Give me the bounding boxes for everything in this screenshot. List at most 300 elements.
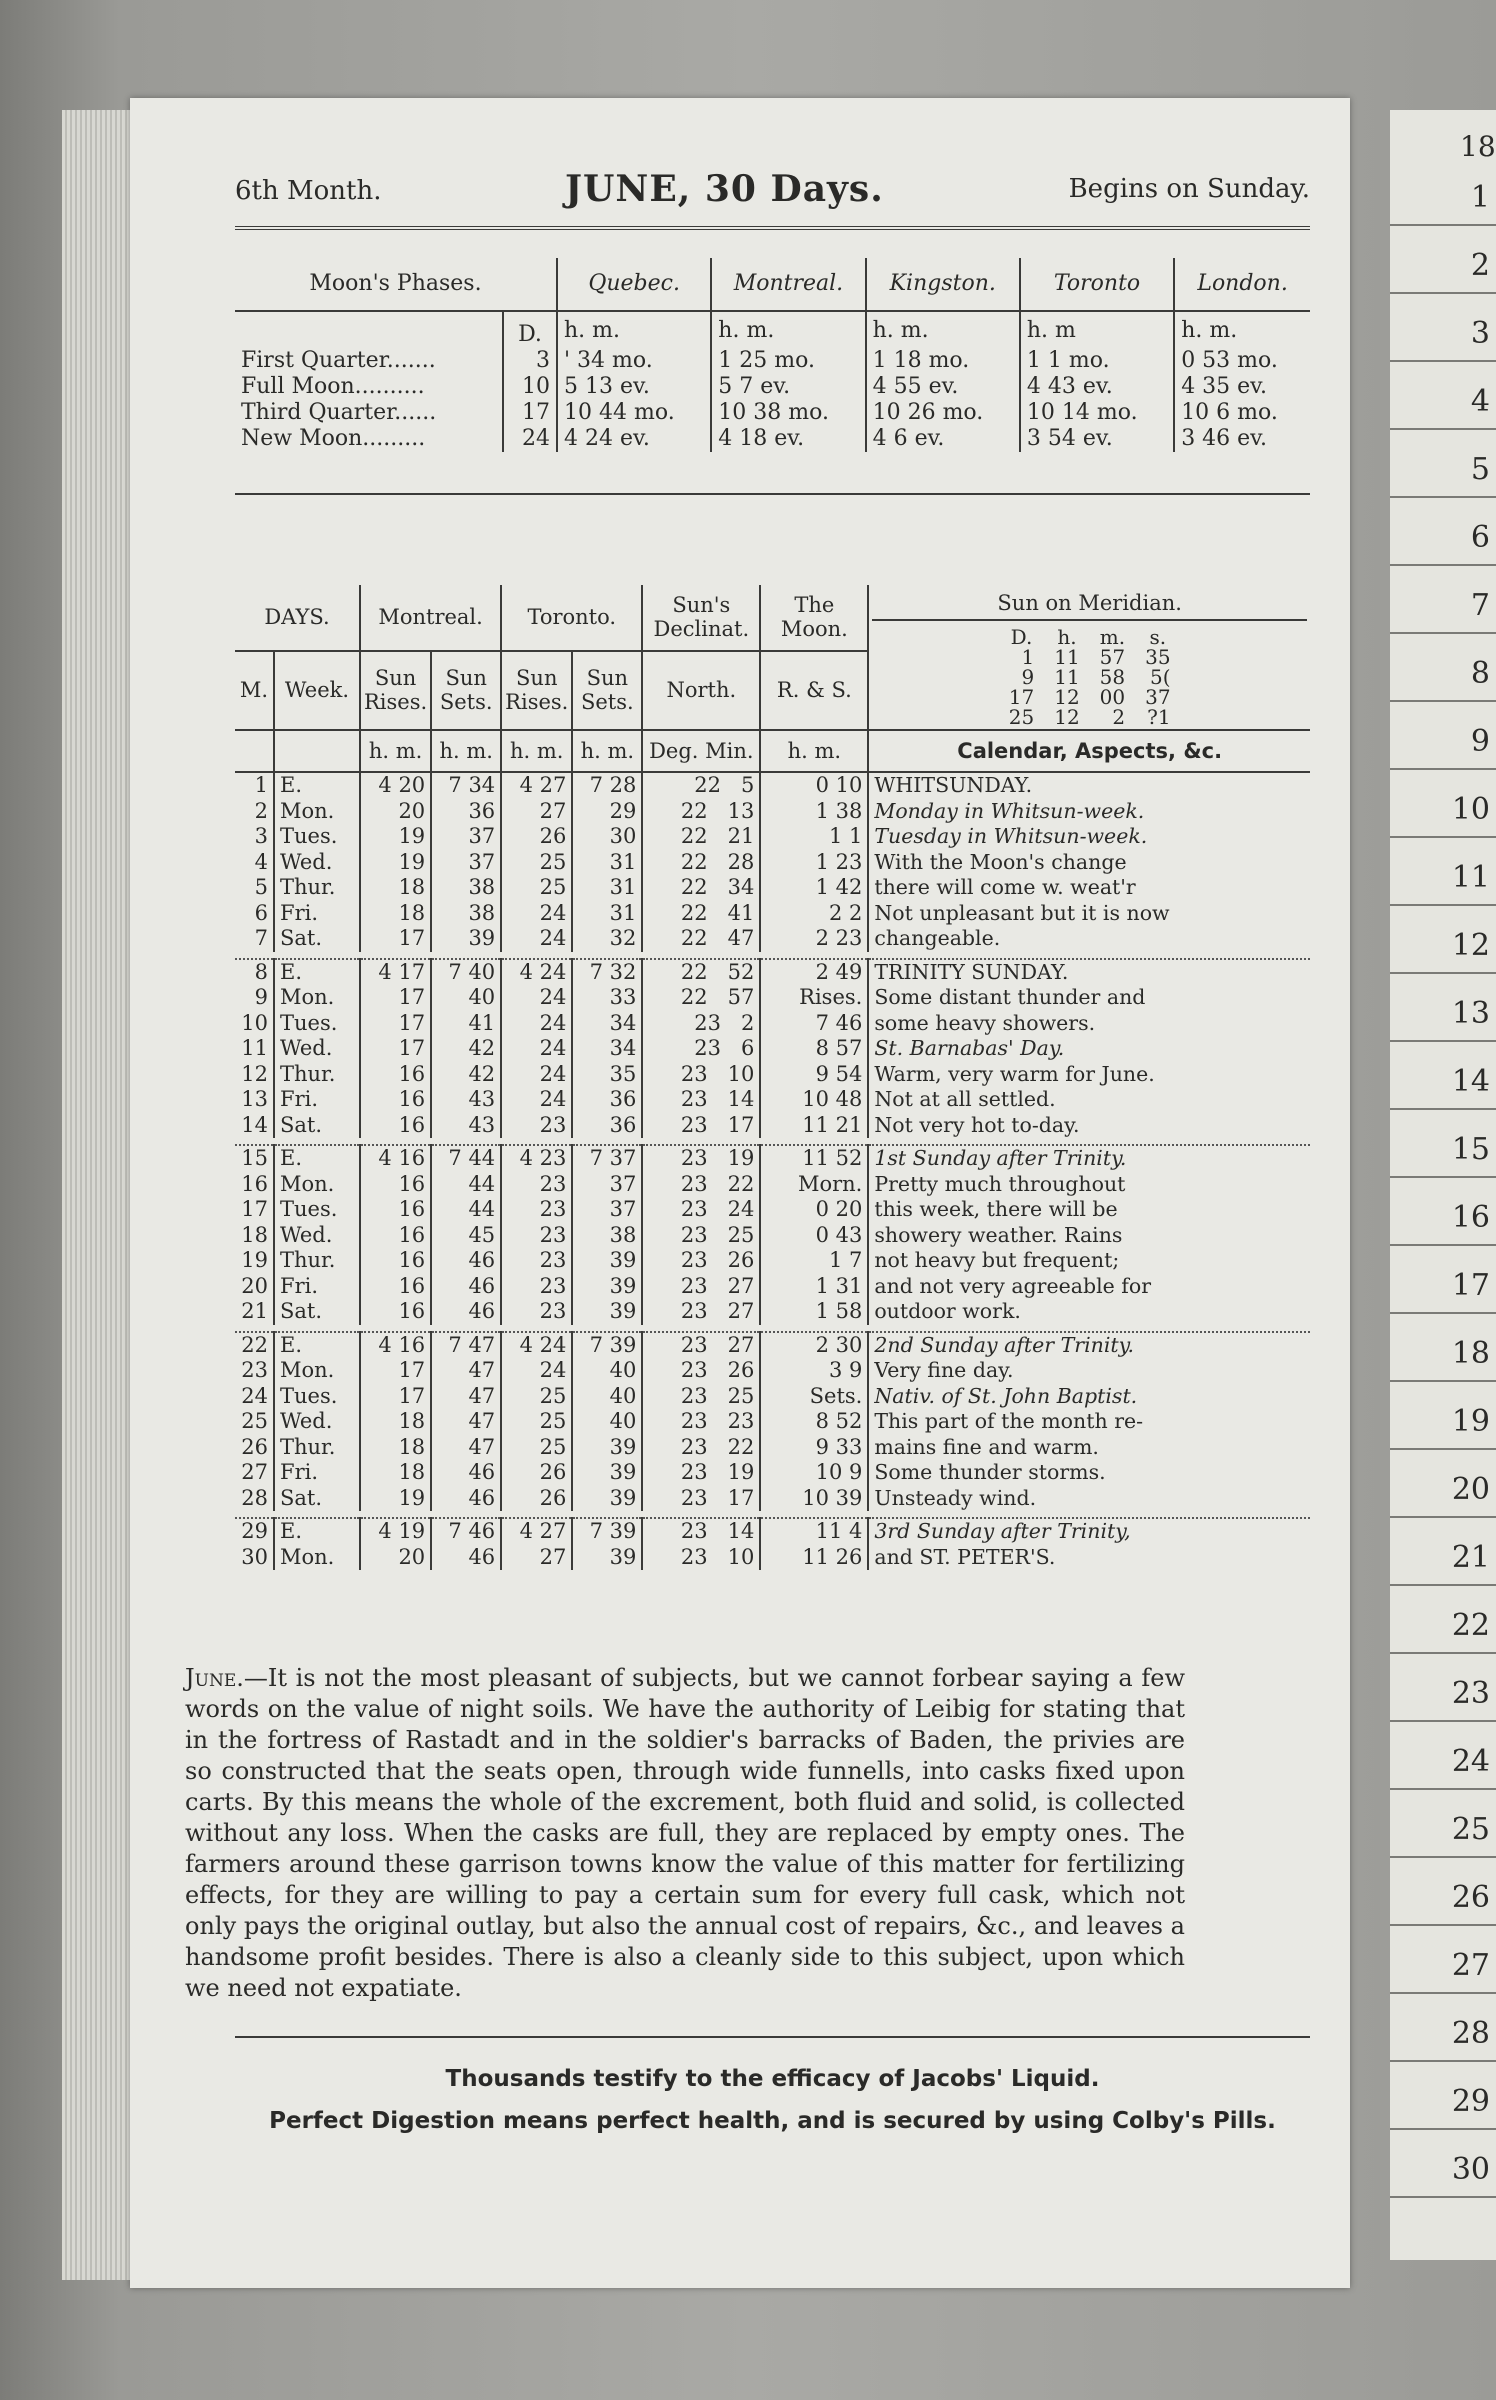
montreal-rise: 16 [360,1197,431,1223]
declination-deg: 23 [680,1409,708,1433]
day-of-month: 22 [241,1332,268,1357]
phase-row [235,400,1310,426]
moon-rise-set: 11 4 [760,1518,868,1545]
montreal-rise: 20 [360,1545,431,1571]
city-quebec: Quebec. [557,258,711,311]
phase-time: 10 6 mo. [1174,400,1310,426]
moon-rise-set: 10 39 [760,1486,868,1512]
essay-bottom-rule [235,2036,1310,2038]
meridian-row [999,687,1181,707]
montreal-set: 47 [431,1384,501,1410]
montreal-set: 46 [431,1460,501,1486]
phase-day: 3 [503,348,557,374]
declination-deg: 22 [680,849,708,874]
declination [642,1113,760,1139]
calendar-note: 3rd Sunday after Trinity, [868,1518,1310,1545]
facing-page-number: 26 [1390,1870,1496,1926]
day-row [235,1460,1310,1486]
montreal-rise: 17 [360,985,431,1011]
toronto-rise: 4 23 [501,1145,572,1172]
declination [642,1518,760,1545]
hm-label: h. m. [557,311,711,348]
montreal-set: 38 [431,901,501,927]
day-row [235,799,1310,825]
declination-deg: 23 [680,1434,708,1459]
calendar-note: Not very hot to-day. [868,1113,1310,1139]
day-of-week: E. [274,959,360,986]
day-of-week: Fri. [274,1274,360,1300]
meridian-cell [868,585,1310,730]
day-of-month: 28 [241,1485,268,1510]
day-of-month: 12 [241,1061,268,1086]
declination-min: 14 [727,1519,755,1543]
facing-page-number: 15 [1390,1122,1496,1178]
meridian-value: 5( [1150,665,1171,689]
moon-rise-set: 0 10 [760,772,868,799]
phase-row [235,426,1310,452]
calendar-note: some heavy showers. [868,1011,1310,1037]
montreal-rise: 16 [360,1062,431,1088]
phase-day: 10 [503,374,557,400]
toronto-rise: 23 [501,1197,572,1223]
declination-deg: 22 [680,798,708,823]
day-of-month: 10 [241,1010,268,1035]
declination-deg: 23 [680,1519,708,1543]
calendar-note: Unsteady wind. [868,1486,1310,1512]
toronto-set: 7 39 [572,1332,642,1359]
toronto-rise: 26 [501,824,572,850]
day-of-week: Fri. [274,1460,360,1486]
toronto-rise: 24 [501,1062,572,1088]
city-london: London. [1174,258,1310,311]
calendar-note: Pretty much throughout [868,1172,1310,1198]
facing-page-number: 19 [1390,1394,1496,1450]
facing-page-number: 23 [1390,1666,1496,1722]
top-rule [235,226,1310,230]
day-row [235,1036,1310,1062]
begins-on: Begins on Sunday. [1068,174,1310,204]
declination [642,1545,760,1571]
city-kingston: Kingston. [866,258,1020,311]
declination-deg: 23 [680,1460,708,1484]
montreal-set: 43 [431,1113,501,1139]
phase-name: Full Moon.......... [241,374,425,399]
calendar-note: and ST. PETER'S. [868,1545,1310,1571]
phase-time: 1 25 mo. [711,348,865,374]
day-row [235,1332,1310,1359]
declination-min: 17 [727,1485,755,1510]
facing-page-number: 30 [1390,2142,1496,2198]
day-row [235,1274,1310,1300]
hm-label: h. m. [711,311,865,348]
moon-rise-set: 10 48 [760,1087,868,1113]
declination-deg: 23 [680,1197,708,1221]
montreal-set: 36 [431,799,501,825]
calendar-note: changeable. [868,926,1310,952]
day-row [235,1384,1310,1410]
calendar-note: Not at all settled. [868,1087,1310,1113]
montreal-rise: 16 [360,1223,431,1249]
declination-min: 21 [727,824,755,848]
montreal-set: 37 [431,824,501,850]
meridian-value: 1 [1021,645,1035,669]
toronto-rise: 24 [501,1011,572,1037]
montreal-rise: 18 [360,1435,431,1461]
calendar-note: this week, there will be [868,1197,1310,1223]
week-separator [235,1138,1310,1145]
advert-jacobs-liquid: Thousands testify to the efficacy of Jacobs' Liquid. [445,2066,1100,2092]
facing-page-number: 24 [1390,1734,1496,1790]
declination-deg: 23 [680,1332,708,1357]
declination-heading: Sun's Declinat. [642,585,760,651]
day-row [235,901,1310,927]
phase-time: 10 44 mo. [557,400,711,426]
essay-lead: June. [185,1664,244,1692]
declination-min: 6 [740,1036,755,1060]
toronto-rise: 27 [501,1545,572,1571]
toronto-rise: 4 24 [501,1332,572,1359]
day-of-week: Mon. [274,1358,360,1384]
facing-page-number: 22 [1390,1598,1496,1654]
meridian-value: 12 [1054,705,1080,729]
declination-deg: 22 [680,926,708,950]
day-row [235,1545,1310,1571]
day-of-week: Sat. [274,926,360,952]
m-heading: M. [235,651,274,730]
calendar-note: Warm, very warm for June. [868,1062,1310,1088]
toronto-rise: 25 [501,1384,572,1410]
montreal-rise: 18 [360,1460,431,1486]
moon-rise-set: 10 9 [760,1460,868,1486]
day-row [235,1486,1310,1512]
hm-label: h. m [1020,311,1174,348]
day-of-week: Fri. [274,901,360,927]
phase-name: First Quarter....... [241,348,436,373]
day-of-week: Sat. [274,1486,360,1512]
toronto-rise: 24 [501,1358,572,1384]
meridian-label: s. [1149,625,1167,649]
day-of-week: Wed. [274,1036,360,1062]
facing-page-number: 5 [1390,442,1496,498]
toronto-rise: 27 [501,799,572,825]
day-of-month: 9 [254,985,268,1009]
toronto-set: 7 37 [572,1145,642,1172]
toronto-set: 32 [572,926,642,952]
montreal-rises-heading: Sun Rises. [360,651,431,730]
day-row [235,1062,1310,1088]
toronto-set: 34 [572,1036,642,1062]
toronto-rise: 26 [501,1486,572,1512]
declination-deg: 23 [680,1383,708,1408]
moon-rise-set: 2 2 [760,901,868,927]
moon-rise-set: 11 52 [760,1145,868,1172]
declination-deg: 23 [680,1087,708,1111]
montreal-set: 47 [431,1435,501,1461]
toronto-set: 34 [572,1011,642,1037]
montreal-set: 43 [431,1087,501,1113]
declination-min: 25 [727,1383,755,1408]
montreal-set: 7 46 [431,1518,501,1545]
meridian-row [999,647,1181,667]
montreal-set: 39 [431,926,501,952]
day-of-week: Tues. [274,1384,360,1410]
declination-deg: 23 [680,1485,708,1510]
montreal-set: 7 40 [431,959,501,986]
declination-min: 23 [727,1409,755,1433]
montreal-set: 38 [431,875,501,901]
day-of-week: E. [274,1518,360,1545]
phase-day: 17 [503,400,557,426]
facing-page-number: 20 [1390,1462,1496,1518]
day-row [235,824,1310,850]
day-of-month: 19 [241,1248,268,1272]
toronto-set: 37 [572,1197,642,1223]
declination [642,824,760,850]
montreal-set: 46 [431,1299,501,1325]
calendar-note: With the Moon's change [868,850,1310,876]
calendar-note: Some distant thunder and [868,985,1310,1011]
montreal-rise: 4 16 [360,1332,431,1359]
day-of-week: Tues. [274,824,360,850]
facing-page [1390,110,1496,2260]
toronto-set: 31 [572,875,642,901]
essay-body: —It is not the most pleasant of subjects, but we cannot forbear saying a few words on the value of night soils. We have the authority of Leibig for stating that in the fortress of Rastadt and in the soldier's barracks of Baden, the privies are so constructed that the seats open, through wide funnells, into casks fixed upon carts. By this means the whole of the excrement, both fluid and solid, is collected without any loss. When the casks are full, they are replaced by empty ones. The farmers around these garrison towns know the value of this matter for fertilizing effects, for they are willing to pay a certain sum for every full cask, which not only pays the original outlay, but also the annual cost of repairs, &c., and leaves a handsome profit besides. There is also a cleanly side to this subject, upon which we need not expatiate. [185,1664,1185,2002]
day-row [235,1299,1310,1325]
montreal-set: 47 [431,1409,501,1435]
phase-time: 4 18 ev. [711,426,865,452]
declination-deg: 23 [680,1544,708,1569]
facing-page-number: 13 [1390,986,1496,1042]
calendar-note: mains fine and warm. [868,1435,1310,1461]
almanac-page [130,98,1350,2288]
montreal-set: 46 [431,1486,501,1512]
hm-label: h. m. [1174,311,1310,348]
phase-row [235,348,1310,374]
calendar-note: Tuesday in Whitsun-week. [868,824,1310,850]
day-of-month: 7 [254,926,268,950]
moon-rise-set: 1 1 [760,824,868,850]
montreal-set: 40 [431,985,501,1011]
declination [642,1197,760,1223]
meridian-value: 12 [1054,685,1080,709]
day-of-week: Mon. [274,799,360,825]
declination [642,1332,760,1359]
declination-deg: 23 [680,1222,708,1247]
declination-min: 24 [727,1197,755,1221]
calendar-note: Nativ. of St. John Baptist. [868,1384,1310,1410]
toronto-rise: 24 [501,926,572,952]
day-of-month: 17 [241,1197,268,1221]
declination-deg: 23 [680,1273,708,1298]
montreal-rise: 4 19 [360,1518,431,1545]
meridian-value: 35 [1145,645,1171,669]
declination-min: 13 [727,798,755,823]
meridian-value: 11 [1054,665,1080,689]
facing-page-number: 16 [1390,1190,1496,1246]
declination-min: 14 [727,1087,755,1111]
phase-time: 4 55 ev. [866,374,1020,400]
declination [642,1299,760,1325]
hm-label: h. m. [866,311,1020,348]
calendar-note: St. Barnabas' Day. [868,1036,1310,1062]
phase-time: 5 13 ev. [557,374,711,400]
hm-unit: h. m. [572,730,642,772]
declination-min: 27 [727,1273,755,1298]
meridian-label: m. [1099,625,1126,649]
degmin-unit: Deg. Min. [642,730,760,772]
meridian-value: 57 [1099,645,1126,669]
moon-rise-set: 8 52 [760,1409,868,1435]
meridian-row [999,667,1181,687]
montreal-rise: 17 [360,1036,431,1062]
toronto-rise: 4 27 [501,772,572,799]
declination [642,1460,760,1486]
day-of-month: 25 [241,1409,268,1433]
declination [642,1223,760,1249]
montreal-set: 45 [431,1223,501,1249]
declination-deg: 23 [694,1010,721,1035]
toronto-set: 39 [572,1299,642,1325]
toronto-rise: 25 [501,1435,572,1461]
facing-page-year: 18 [1460,130,1496,163]
toronto-rise: 26 [501,1460,572,1486]
toronto-set: 39 [572,1545,642,1571]
phase-time: 4 6 ev. [866,426,1020,452]
declination-deg: 22 [680,875,708,899]
facing-page-number: 10 [1390,782,1496,838]
montreal-rise: 17 [360,1358,431,1384]
toronto-set: 40 [572,1409,642,1435]
toronto-set: 39 [572,1435,642,1461]
toronto-sets-heading: Sun Sets. [572,651,642,730]
day-of-month: 8 [254,959,268,984]
declination-deg: 23 [680,1112,708,1137]
montreal-set: 46 [431,1248,501,1274]
declination-min: 27 [727,1299,755,1323]
facing-page-number: 4 [1390,374,1496,430]
declination-min: 26 [727,1248,755,1272]
declination [642,1486,760,1512]
day-row [235,875,1310,901]
toronto-rise: 25 [501,1409,572,1435]
moon-rise-set: 2 30 [760,1332,868,1359]
montreal-set: 47 [431,1358,501,1384]
toronto-set: 31 [572,850,642,876]
moon-rise-set: Rises. [760,985,868,1011]
calendar-note: not heavy but frequent; [868,1248,1310,1274]
toronto-rise: 23 [501,1172,572,1198]
meridian-value: 58 [1099,665,1126,689]
declination-deg: 23 [680,1248,708,1272]
moon-rise-set: 7 46 [760,1011,868,1037]
declination [642,1172,760,1198]
toronto-rise: 24 [501,985,572,1011]
moon-rise-set: 1 38 [760,799,868,825]
phase-day: 24 [503,426,557,452]
moon-rise-set: 9 33 [760,1435,868,1461]
montreal-rise: 18 [360,1409,431,1435]
declination [642,1145,760,1172]
declination-min: 17 [727,1112,755,1137]
moon-rise-set: 3 9 [760,1358,868,1384]
daily-table [235,585,1310,1570]
declination [642,772,760,799]
day-row [235,1087,1310,1113]
montreal-rise: 18 [360,901,431,927]
day-of-month: 4 [254,849,268,874]
moon-rise-set: 2 49 [760,959,868,986]
declination [642,959,760,986]
facing-page-number: 6 [1390,510,1496,566]
moon-rise-set: 0 20 [760,1197,868,1223]
week-separator [235,1511,1310,1518]
montreal-set: 46 [431,1545,501,1571]
declination-min: 19 [727,1460,755,1484]
declination-min: 25 [727,1222,755,1247]
toronto-set: 7 32 [572,959,642,986]
day-row [235,1197,1310,1223]
day-of-month: 23 [241,1358,268,1382]
calendar-note: 1st Sunday after Trinity. [868,1145,1310,1172]
moon-rise-set: 2 23 [760,926,868,952]
declination-deg: 22 [680,900,708,925]
day-of-week: Fri. [274,1087,360,1113]
facing-page-number: 1 [1390,170,1496,226]
meridian-value: 25 [1008,705,1035,729]
meridian-value: 37 [1145,685,1171,709]
declination [642,1248,760,1274]
montreal-rise: 16 [360,1087,431,1113]
facing-page-number: 17 [1390,1258,1496,1314]
moon-rise-set: 1 42 [760,875,868,901]
moon-rise-set: Sets. [760,1384,868,1410]
hm-unit: h. m. [760,730,868,772]
north-heading: North. [642,651,760,730]
moon-phases-table [235,258,1310,452]
day-row [235,772,1310,799]
day-of-week: Sat. [274,1113,360,1139]
montreal-rise: 17 [360,1011,431,1037]
month-number: 6th Month. [235,176,382,206]
toronto-set: 31 [572,901,642,927]
montreal-rise: 17 [360,1384,431,1410]
facing-page-number: 14 [1390,1054,1496,1110]
declination [642,1435,760,1461]
montreal-rise: 19 [360,1486,431,1512]
montreal-set: 41 [431,1011,501,1037]
hm-unit: h. m. [501,730,572,772]
declination [642,799,760,825]
day-of-week: Wed. [274,850,360,876]
declination-min: 34 [727,875,755,899]
moon-rise-set: 8 57 [760,1036,868,1062]
week-separator [235,1325,1310,1332]
day-of-week: Thur. [274,1062,360,1088]
facing-page-number: 12 [1390,918,1496,974]
calendar-note: Some thunder storms. [868,1460,1310,1486]
phase-time: ' 34 mo. [557,348,711,374]
day-of-week: Thur. [274,875,360,901]
declination-min: 26 [727,1358,755,1382]
day-of-week: Sat. [274,1299,360,1325]
declination-min: 27 [727,1332,755,1357]
day-of-month: 29 [241,1519,268,1543]
phase-time: 5 7 ev. [711,374,865,400]
declination [642,1409,760,1435]
montreal-set: 7 44 [431,1145,501,1172]
day-of-month: 18 [241,1222,268,1247]
declination [642,1036,760,1062]
